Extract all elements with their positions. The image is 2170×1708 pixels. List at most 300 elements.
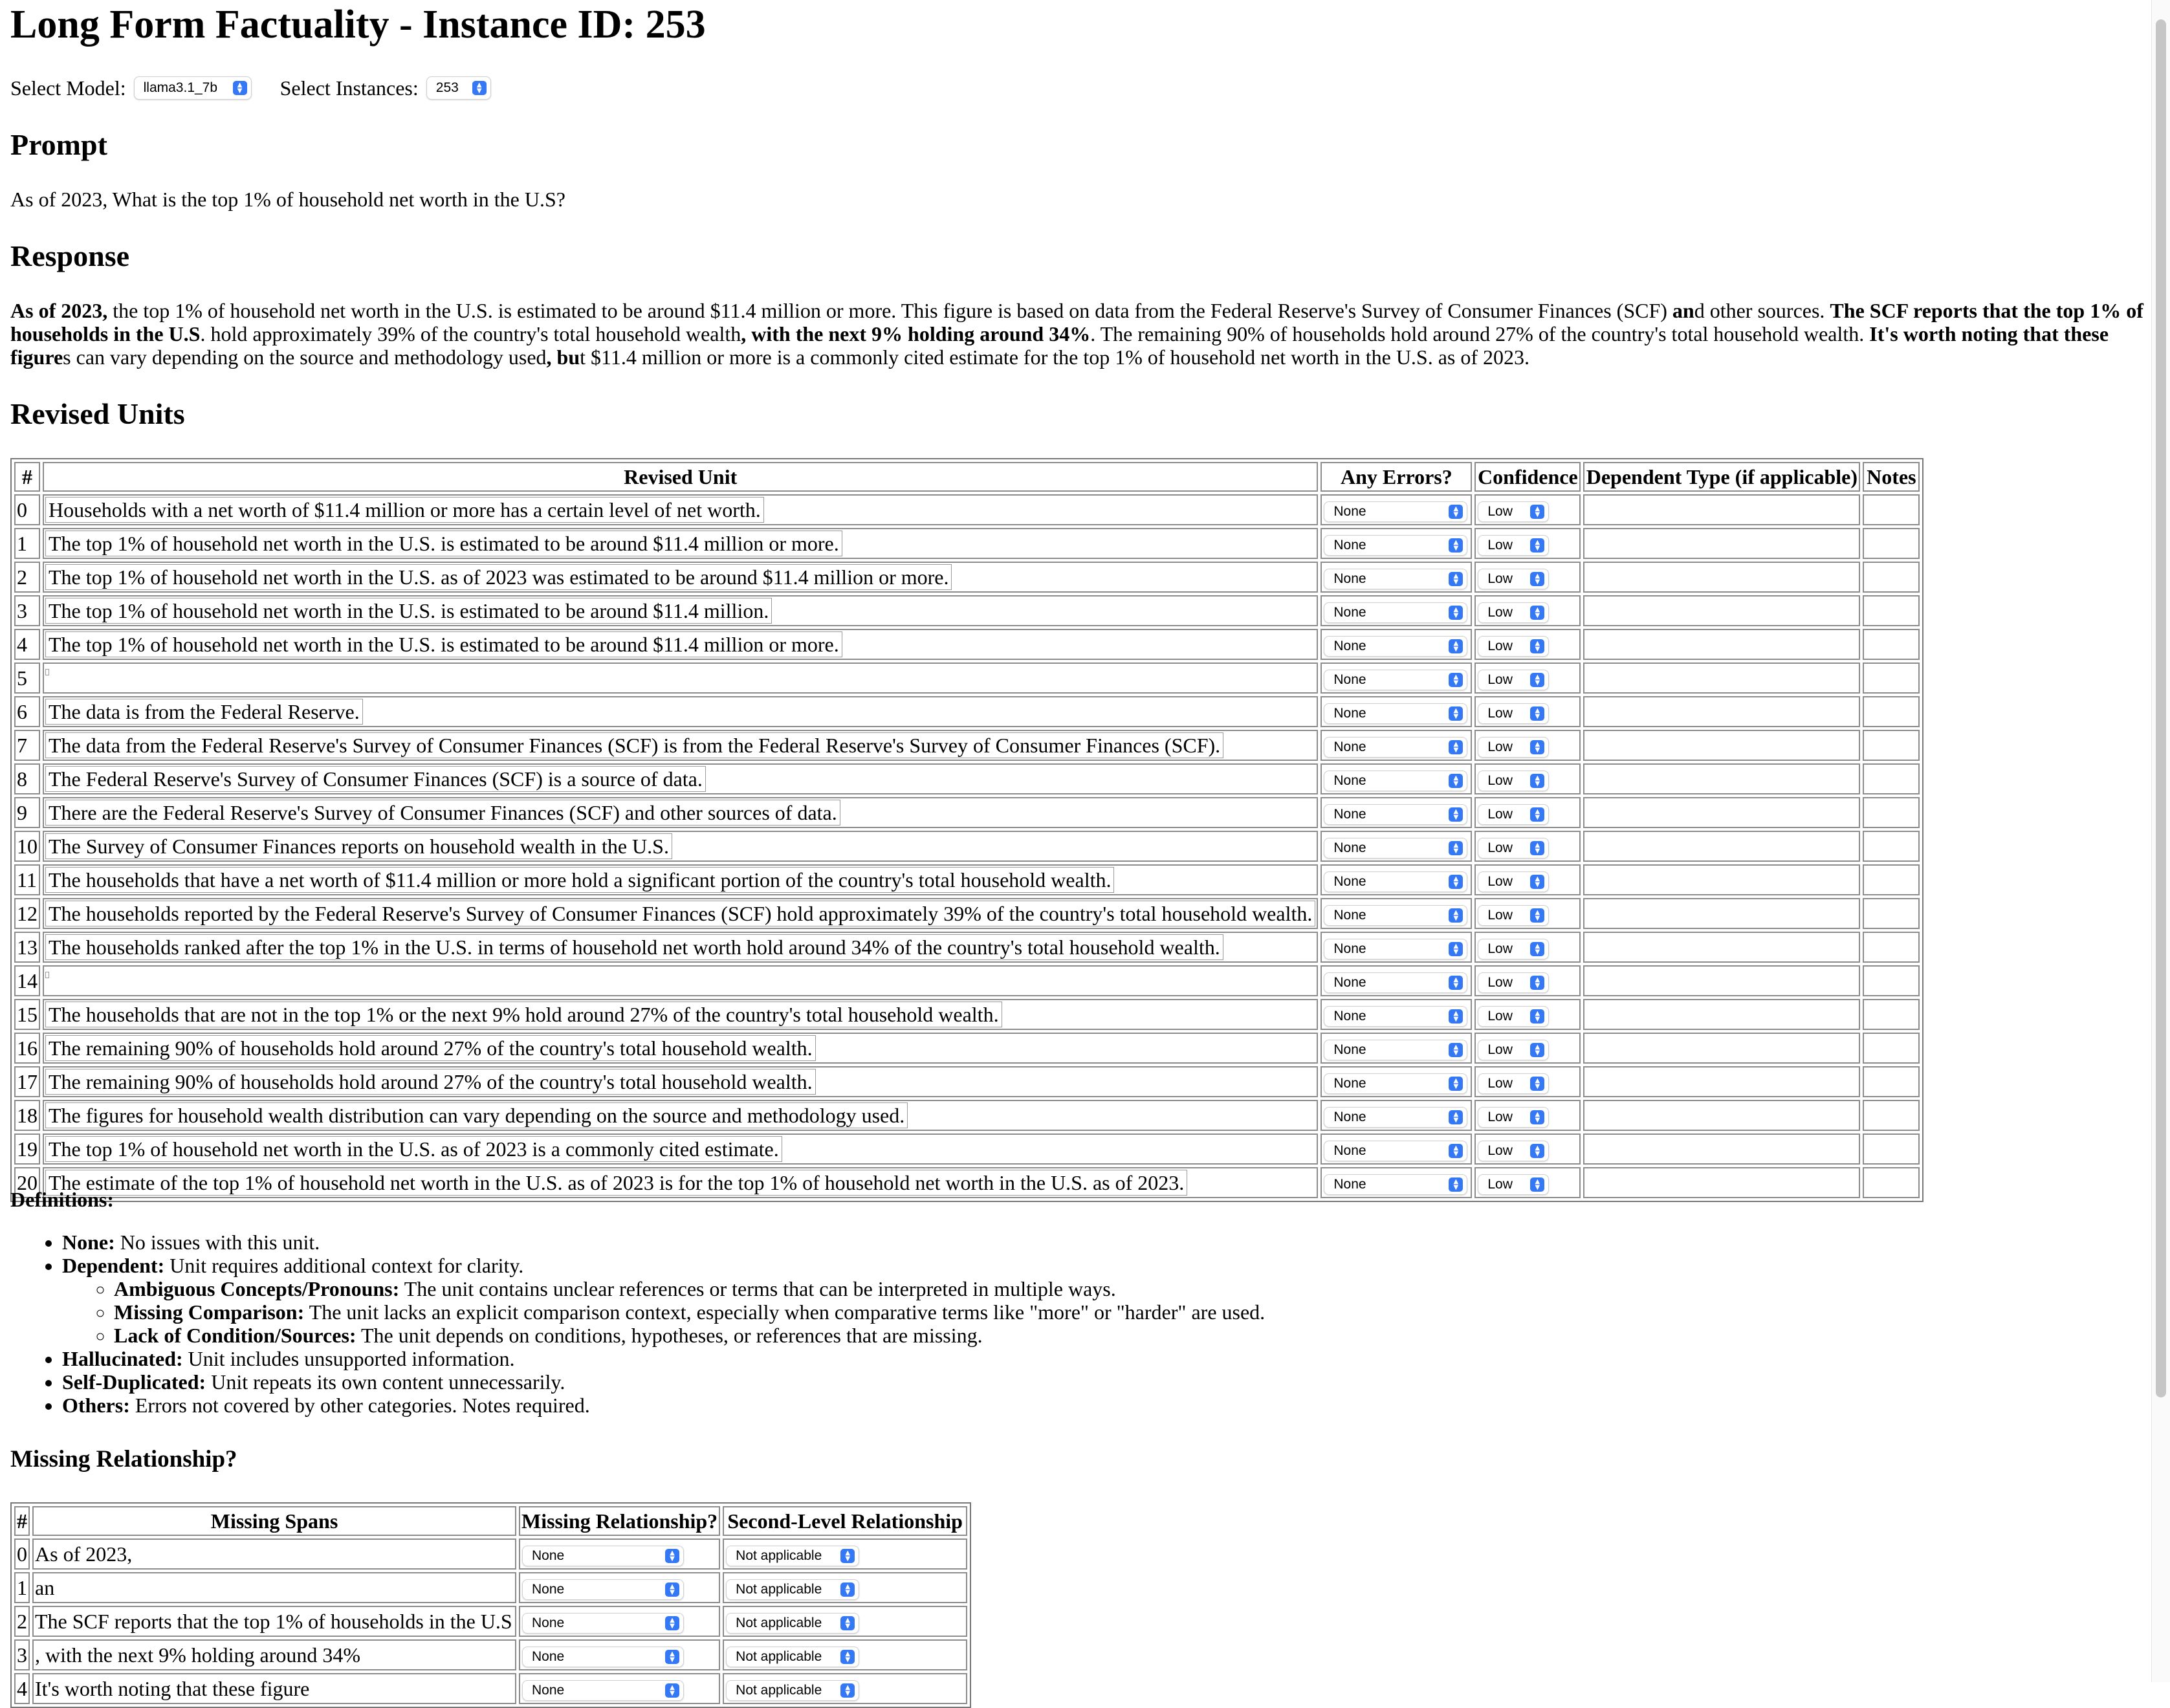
- any-errors-cell: [1321, 898, 1472, 929]
- chevron-updown-icon: ▲ ▼: [1449, 572, 1463, 586]
- any-errors-cell: [1321, 696, 1472, 727]
- notes-cell[interactable]: [1863, 1066, 1920, 1097]
- dependent-type-cell[interactable]: [1583, 898, 1860, 929]
- confidence-select-value: Low: [1487, 706, 1513, 721]
- errors-select[interactable]: [1324, 905, 1467, 926]
- revised-unit-cell: [43, 494, 1318, 525]
- revised-unit-text[interactable]: The estimate of the top 1% of household net worth in the U.S. as of 2023 is for the top 1% of household net worth in the U.S. as of 2023.: [45, 1170, 1187, 1196]
- definition-subitem: [114, 1300, 1265, 1324]
- any-errors-cell: [1321, 629, 1472, 660]
- confidence-select-value: Low: [1487, 538, 1513, 553]
- dependent-type-cell[interactable]: [1583, 595, 1860, 626]
- chevron-updown-icon: ▲ ▼: [1449, 505, 1463, 519]
- confidence-select[interactable]: [1478, 1141, 1549, 1161]
- errors-select[interactable]: [1324, 1073, 1467, 1094]
- revised-unit-text[interactable]: The remaining 90% of households hold around 27% of the country's total household wealth.: [45, 1069, 816, 1095]
- confidence-select[interactable]: [1478, 804, 1549, 825]
- response-segment: , bu: [546, 345, 580, 369]
- dependent-type-cell[interactable]: [1583, 562, 1860, 593]
- confidence-select[interactable]: [1478, 972, 1549, 993]
- notes-cell[interactable]: [1863, 595, 1920, 626]
- definition-term: Dependent:: [62, 1254, 165, 1277]
- definition-term: Others:: [62, 1394, 130, 1417]
- second-rel-cell: [723, 1673, 967, 1704]
- confidence-select[interactable]: [1478, 905, 1549, 926]
- row-number: 14: [14, 965, 40, 996]
- confidence-select[interactable]: [1478, 501, 1549, 522]
- missing-relationship-select[interactable]: [522, 1579, 684, 1600]
- col-header-num: #: [14, 462, 40, 492]
- second-rel-cell: [723, 1639, 967, 1670]
- table-row: [14, 932, 1920, 963]
- any-errors-cell: [1321, 864, 1472, 895]
- revised-unit-text[interactable]: The top 1% of household net worth in the U.S. is estimated to be around $11.4 million or more.: [45, 631, 842, 657]
- table-row: [14, 562, 1920, 593]
- dependent-type-cell[interactable]: [1583, 999, 1860, 1030]
- col-header-second-rel: Second-Level Relationship: [723, 1506, 967, 1536]
- chevron-updown-icon: ▲ ▼: [1449, 875, 1463, 889]
- scrollbar-thumb[interactable]: [2156, 19, 2166, 1397]
- confidence-select[interactable]: [1478, 1006, 1549, 1027]
- revised-unit-text[interactable]: The top 1% of household net worth in the U.S. as of 2023 was estimated to be around $11.4 million or more.: [45, 564, 952, 590]
- response-segment: . The remaining 90% of households hold around 27% of the country's total household wealth.: [1090, 322, 1870, 345]
- confidence-cell: [1474, 662, 1581, 694]
- dependent-type-cell[interactable]: [1583, 831, 1860, 862]
- definition-desc: Unit repeats its own content unnecessarily.: [206, 1370, 565, 1394]
- model-label: Select Model:: [10, 76, 126, 100]
- table-row: [14, 595, 1920, 626]
- errors-select-value: None: [1333, 1110, 1366, 1124]
- revised-unit-text[interactable]: The data from the Federal Reserve's Survey of Consumer Finances (SCF) is from the Federal Reserve's Survey of Consumer Finances (SCF).: [45, 732, 1223, 758]
- chevron-updown-icon: ▲ ▼: [665, 1549, 679, 1563]
- chevron-updown-icon: ▲ ▼: [840, 1549, 855, 1563]
- response-segment: As of 2023,: [10, 299, 108, 322]
- revised-unit-text[interactable]: The Federal Reserve's Survey of Consumer Finances (SCF) is a source of data.: [45, 766, 706, 792]
- revised-unit-cell: [43, 730, 1318, 761]
- chevron-updown-icon: ▲ ▼: [1530, 875, 1544, 889]
- revised-unit-cell: [43, 864, 1318, 895]
- row-number: 18: [14, 1100, 40, 1131]
- second-level-select[interactable]: [726, 1647, 859, 1667]
- definition-term: Missing Comparison:: [114, 1300, 305, 1324]
- col-header-num: #: [14, 1506, 30, 1536]
- notes-cell[interactable]: [1863, 965, 1920, 996]
- chevron-updown-icon: ▲ ▼: [1449, 740, 1463, 754]
- missing-heading: Missing Relationship?: [10, 1446, 237, 1473]
- notes-cell[interactable]: [1863, 898, 1920, 929]
- row-number: 1: [14, 1572, 30, 1603]
- chevron-updown-icon: ▲ ▼: [1530, 572, 1544, 586]
- dependent-type-cell[interactable]: [1583, 629, 1860, 660]
- row-number: 1: [14, 528, 40, 559]
- row-number: 20: [14, 1167, 40, 1198]
- dependent-type-cell[interactable]: [1583, 528, 1860, 559]
- missing-relationship-select-value: None: [532, 1582, 565, 1597]
- model-select[interactable]: [134, 76, 252, 100]
- chevron-updown-icon: ▲ ▼: [1449, 1009, 1463, 1024]
- row-number: 7: [14, 730, 40, 761]
- chevron-updown-icon: ▲ ▼: [1530, 673, 1544, 687]
- table-header-row: [14, 1506, 967, 1536]
- any-errors-cell: [1321, 1066, 1472, 1097]
- confidence-select-value: Low: [1487, 1076, 1513, 1091]
- missing-span-cell: , with the next 9% holding around 34%: [32, 1639, 516, 1670]
- revised-unit-cell: [43, 528, 1318, 559]
- any-errors-cell: [1321, 831, 1472, 862]
- col-header-errors: Any Errors?: [1321, 462, 1472, 492]
- definition-desc: Errors not covered by other categories. Notes required.: [129, 1394, 590, 1417]
- revised-unit-cell: [43, 1100, 1318, 1131]
- confidence-select[interactable]: [1478, 1107, 1549, 1128]
- revised-units-heading: Revised Units: [10, 397, 185, 430]
- response-heading: Response: [10, 239, 130, 272]
- confidence-cell: [1474, 528, 1581, 559]
- confidence-cell: [1474, 1033, 1581, 1064]
- chevron-updown-icon: ▲ ▼: [1449, 1110, 1463, 1124]
- revised-unit-cell: [43, 696, 1318, 727]
- errors-select[interactable]: [1324, 1174, 1467, 1195]
- notes-cell[interactable]: [1863, 864, 1920, 895]
- revised-unit-text[interactable]: The households that have a net worth of $11.4 million or more hold a significant portion of the country's total household wealth.: [45, 867, 1114, 893]
- notes-cell[interactable]: [1863, 831, 1920, 862]
- missing-relationship-select-value: None: [532, 1548, 565, 1563]
- row-number: 3: [14, 1639, 30, 1670]
- confidence-select-value: Low: [1487, 975, 1513, 990]
- confidence-select[interactable]: [1478, 1174, 1549, 1195]
- table-row: [14, 662, 1920, 694]
- table-row: [14, 696, 1920, 727]
- dependent-type-cell[interactable]: [1583, 1167, 1860, 1198]
- second-level-select[interactable]: [726, 1680, 859, 1701]
- instance-select-value: 253: [435, 80, 459, 95]
- revised-unit-text[interactable]: The top 1% of household net worth in the U.S. as of 2023 is a commonly cited estimate.: [45, 1136, 782, 1162]
- notes-cell[interactable]: [1863, 932, 1920, 963]
- notes-cell[interactable]: [1863, 1033, 1920, 1064]
- chevron-updown-icon: ▲ ▼: [1449, 706, 1463, 721]
- errors-select-value: None: [1333, 773, 1366, 788]
- definition-subitem: [114, 1324, 1265, 1347]
- response-segment: t $11.4 million or more is a commonly cited estimate for the top 1% of household net worth in the U.S. as of 2023.: [580, 345, 1530, 369]
- dependent-type-cell[interactable]: [1583, 1033, 1860, 1064]
- chevron-updown-icon: ▲ ▼: [233, 81, 247, 95]
- errors-select[interactable]: [1324, 1040, 1467, 1060]
- dependent-type-cell[interactable]: [1583, 662, 1860, 694]
- confidence-cell: [1474, 595, 1581, 626]
- revised-unit-cell: [43, 562, 1318, 593]
- missing-relationship-select-value: None: [532, 1615, 565, 1630]
- row-number: 2: [14, 562, 40, 593]
- missing-relationship-select[interactable]: [522, 1647, 684, 1667]
- confidence-select-value: Low: [1487, 739, 1513, 754]
- instance-select[interactable]: [426, 76, 491, 100]
- errors-select[interactable]: [1324, 1141, 1467, 1161]
- confidence-select[interactable]: [1478, 636, 1549, 657]
- revised-unit-text[interactable]: The remaining 90% of households hold around 27% of the country's total household wealth.: [45, 1035, 816, 1061]
- table-row: [14, 763, 1920, 794]
- col-header-unit: Revised Unit: [43, 462, 1318, 492]
- vertical-scrollbar[interactable]: [2151, 0, 2170, 1682]
- errors-select-value: None: [1333, 739, 1366, 754]
- confidence-cell: [1474, 831, 1581, 862]
- dependent-type-cell[interactable]: [1583, 965, 1860, 996]
- errors-select[interactable]: [1324, 771, 1467, 791]
- chevron-updown-icon: ▲ ▼: [1449, 606, 1463, 620]
- definitions-heading: Definitions:: [10, 1188, 114, 1211]
- revised-unit-text[interactable]: The households that are not in the top 1% or the next 9% hold around 27% of the country's total household wealth.: [45, 1002, 1002, 1027]
- errors-select-value: None: [1333, 908, 1366, 923]
- confidence-select[interactable]: [1478, 871, 1549, 892]
- confidence-cell: [1474, 629, 1581, 660]
- notes-cell[interactable]: [1863, 562, 1920, 593]
- response-segment: an: [1672, 299, 1694, 322]
- dependent-type-cell[interactable]: [1583, 864, 1860, 895]
- notes-cell[interactable]: [1863, 528, 1920, 559]
- chevron-updown-icon: ▲ ▼: [1530, 706, 1544, 721]
- table-row: [14, 1572, 967, 1603]
- errors-select[interactable]: [1324, 737, 1467, 758]
- chevron-updown-icon: ▲ ▼: [1449, 639, 1463, 653]
- errors-select[interactable]: [1324, 838, 1467, 859]
- dependent-type-cell[interactable]: [1583, 696, 1860, 727]
- row-number: 3: [14, 595, 40, 626]
- confidence-select[interactable]: [1478, 737, 1549, 758]
- errors-select[interactable]: [1324, 1107, 1467, 1128]
- row-number: 15: [14, 999, 40, 1030]
- confidence-select-value: Low: [1487, 571, 1513, 586]
- second-level-select-value: Not applicable: [736, 1649, 822, 1664]
- confidence-select-value: Low: [1487, 1009, 1513, 1024]
- errors-select-value: None: [1333, 706, 1366, 721]
- dependent-type-cell[interactable]: [1583, 763, 1860, 794]
- revised-unit-text[interactable]: [45, 972, 49, 978]
- confidence-select[interactable]: [1478, 939, 1549, 959]
- table-row: [14, 1538, 967, 1570]
- errors-select[interactable]: [1324, 1006, 1467, 1027]
- errors-select-value: None: [1333, 538, 1366, 553]
- errors-select-value: None: [1333, 1143, 1366, 1158]
- revised-unit-text[interactable]: [45, 669, 49, 675]
- revised-unit-text[interactable]: The top 1% of household net worth in the U.S. is estimated to be around $11.4 million.: [45, 598, 772, 624]
- chevron-updown-icon: ▲ ▼: [665, 1582, 679, 1597]
- notes-cell[interactable]: [1863, 696, 1920, 727]
- revised-unit-cell: [43, 831, 1318, 862]
- col-header-dependent-type: Dependent Type (if applicable): [1583, 462, 1860, 492]
- confidence-cell: [1474, 797, 1581, 828]
- dependent-type-cell[interactable]: [1583, 1100, 1860, 1131]
- revised-unit-text[interactable]: The data is from the Federal Reserve.: [45, 699, 363, 725]
- row-number: 10: [14, 831, 40, 862]
- confidence-cell: [1474, 730, 1581, 761]
- revised-unit-text[interactable]: Households with a net worth of $11.4 million or more has a certain level of net worth.: [45, 497, 764, 523]
- chevron-updown-icon: ▲ ▼: [840, 1650, 855, 1664]
- row-number: 13: [14, 932, 40, 963]
- chevron-updown-icon: ▲ ▼: [1530, 976, 1544, 990]
- any-errors-cell: [1321, 932, 1472, 963]
- chevron-updown-icon: ▲ ▼: [1449, 774, 1463, 788]
- definition-term: Ambiguous Concepts/Pronouns:: [114, 1277, 400, 1300]
- confidence-select[interactable]: [1478, 1040, 1549, 1060]
- revised-unit-cell: [43, 1066, 1318, 1097]
- notes-cell[interactable]: [1863, 1167, 1920, 1198]
- errors-select-value: None: [1333, 840, 1366, 855]
- notes-cell[interactable]: [1863, 629, 1920, 660]
- chevron-updown-icon: ▲ ▼: [1530, 908, 1544, 923]
- notes-cell[interactable]: [1863, 662, 1920, 694]
- table-row: [14, 629, 1920, 660]
- any-errors-cell: [1321, 763, 1472, 794]
- errors-select[interactable]: [1324, 804, 1467, 825]
- second-level-select-value: Not applicable: [736, 1582, 822, 1597]
- confidence-cell: [1474, 562, 1581, 593]
- confidence-select-value: Low: [1487, 1110, 1513, 1124]
- confidence-cell: [1474, 898, 1581, 929]
- definition-item: [62, 1254, 1265, 1347]
- errors-select[interactable]: [1324, 871, 1467, 892]
- errors-select-value: None: [1333, 1076, 1366, 1091]
- dependent-type-cell[interactable]: [1583, 1066, 1860, 1097]
- missing-rel-cell: [519, 1639, 720, 1670]
- any-errors-cell: [1321, 730, 1472, 761]
- errors-select[interactable]: [1324, 535, 1467, 556]
- definition-desc: No issues with this unit.: [115, 1231, 320, 1254]
- notes-cell[interactable]: [1863, 1133, 1920, 1165]
- row-number: 2: [14, 1606, 30, 1637]
- confidence-select[interactable]: [1478, 703, 1549, 724]
- chevron-updown-icon: ▲ ▼: [1530, 1177, 1544, 1192]
- definition-term: Lack of Condition/Sources:: [114, 1324, 356, 1347]
- errors-select[interactable]: [1324, 703, 1467, 724]
- model-select-value: llama3.1_7b: [143, 80, 218, 95]
- table-row: [14, 1100, 1920, 1131]
- revised-unit-text[interactable]: The households reported by the Federal Reserve's Survey of Consumer Finances (SCF) hold approximately 39% of the country's total household wealth.: [45, 901, 1315, 926]
- response-segment: It's worth noting that these figure: [10, 322, 2109, 369]
- response-segment: . hold approximately 39% of the country's total household wealth: [200, 322, 741, 345]
- errors-select[interactable]: [1324, 602, 1467, 623]
- confidence-select-value: Low: [1487, 605, 1513, 620]
- confidence-select[interactable]: [1478, 838, 1549, 859]
- definition-sublist: [62, 1277, 1265, 1347]
- row-number: 6: [14, 696, 40, 727]
- confidence-select[interactable]: [1478, 1073, 1549, 1094]
- second-level-select[interactable]: [726, 1546, 859, 1566]
- chevron-updown-icon: ▲ ▼: [1530, 740, 1544, 754]
- second-level-select[interactable]: [726, 1579, 859, 1600]
- missing-relationship-select[interactable]: [522, 1680, 684, 1701]
- definition-desc: Unit includes unsupported information.: [182, 1347, 515, 1370]
- missing-relationship-select[interactable]: [522, 1613, 684, 1634]
- definition-item: [62, 1394, 1265, 1417]
- second-rel-cell: [723, 1538, 967, 1570]
- errors-select[interactable]: [1324, 636, 1467, 657]
- dependent-type-cell[interactable]: [1583, 797, 1860, 828]
- notes-cell[interactable]: [1863, 1100, 1920, 1131]
- chevron-updown-icon: ▲ ▼: [665, 1683, 679, 1698]
- page-title: Long Form Factuality - Instance ID: 253: [10, 3, 706, 47]
- row-number: 5: [14, 662, 40, 694]
- missing-relationship-select[interactable]: [522, 1546, 684, 1566]
- row-number: 9: [14, 797, 40, 828]
- table-row: [14, 528, 1920, 559]
- missing-span-cell: an: [32, 1572, 516, 1603]
- confidence-select-value: Low: [1487, 807, 1513, 822]
- chevron-updown-icon: ▲ ▼: [665, 1616, 679, 1630]
- dependent-type-cell[interactable]: [1583, 932, 1860, 963]
- any-errors-cell: [1321, 1167, 1472, 1198]
- table-row: [14, 1066, 1920, 1097]
- row-number: 0: [14, 1538, 30, 1570]
- chevron-updown-icon: ▲ ▼: [1530, 538, 1544, 553]
- revised-unit-text[interactable]: There are the Federal Reserve's Survey of Consumer Finances (SCF) and other sources of data.: [45, 800, 840, 826]
- errors-select-value: None: [1333, 874, 1366, 889]
- notes-cell[interactable]: [1863, 763, 1920, 794]
- errors-select[interactable]: [1324, 569, 1467, 589]
- chevron-updown-icon: ▲ ▼: [1530, 807, 1544, 822]
- missing-relationship-select-value: None: [532, 1683, 565, 1698]
- notes-cell[interactable]: [1863, 999, 1920, 1030]
- notes-cell[interactable]: [1863, 730, 1920, 761]
- confidence-select[interactable]: [1478, 602, 1549, 623]
- dependent-type-cell[interactable]: [1583, 730, 1860, 761]
- revised-unit-text[interactable]: The households ranked after the top 1% in the U.S. in terms of household net worth hold around 34% of the country's total household wealth.: [45, 934, 1223, 960]
- table-row: [14, 797, 1920, 828]
- response-segment: d other sources.: [1694, 299, 1830, 322]
- confidence-cell: [1474, 1066, 1581, 1097]
- chevron-updown-icon: ▲ ▼: [1530, 1144, 1544, 1158]
- errors-select-value: None: [1333, 807, 1366, 822]
- revised-units-table: [10, 458, 1923, 1202]
- confidence-select-value: Low: [1487, 504, 1513, 519]
- notes-cell[interactable]: [1863, 797, 1920, 828]
- revised-unit-cell: [43, 932, 1318, 963]
- revised-unit-text[interactable]: The top 1% of household net worth in the U.S. is estimated to be around $11.4 million or more.: [45, 531, 842, 556]
- errors-select-value: None: [1333, 1009, 1366, 1024]
- errors-select[interactable]: [1324, 501, 1467, 522]
- confidence-cell: [1474, 1133, 1581, 1165]
- confidence-select[interactable]: [1478, 569, 1549, 589]
- confidence-cell: [1474, 932, 1581, 963]
- errors-select[interactable]: [1324, 972, 1467, 993]
- response-segment: the top 1% of household net worth in the U.S. is estimated to be around $11.4 million or more. This figure is based on data from the Federal Reserve's Survey of Consumer Finances (SCF): [107, 299, 1672, 322]
- dependent-type-cell[interactable]: [1583, 1133, 1860, 1165]
- table-row: [14, 831, 1920, 862]
- notes-cell[interactable]: [1863, 494, 1920, 525]
- chevron-updown-icon: ▲ ▼: [1449, 1043, 1463, 1057]
- revised-unit-text[interactable]: The figures for household wealth distribution can vary depending on the source and methodology used.: [45, 1102, 908, 1128]
- table-row: [14, 1639, 967, 1670]
- errors-select-value: None: [1333, 605, 1366, 620]
- table-row: [14, 999, 1920, 1030]
- col-header-missing-rel: Missing Relationship?: [519, 1506, 720, 1536]
- confidence-select[interactable]: [1478, 771, 1549, 791]
- definition-desc: The unit depends on conditions, hypotheses, or references that are missing.: [356, 1324, 983, 1347]
- missing-span-cell: As of 2023,: [32, 1538, 516, 1570]
- revised-unit-text[interactable]: The Survey of Consumer Finances reports on household wealth in the U.S.: [45, 833, 672, 859]
- table-row: [14, 1673, 967, 1704]
- chevron-updown-icon: ▲ ▼: [1530, 1110, 1544, 1124]
- row-number: 8: [14, 763, 40, 794]
- confidence-select[interactable]: [1478, 670, 1549, 690]
- dependent-type-cell[interactable]: [1583, 494, 1860, 525]
- revised-unit-cell: [43, 1133, 1318, 1165]
- errors-select-value: None: [1333, 975, 1366, 990]
- confidence-cell: [1474, 696, 1581, 727]
- revised-unit-cell: [43, 629, 1318, 660]
- chevron-updown-icon: ▲ ▼: [1449, 841, 1463, 855]
- confidence-select[interactable]: [1478, 535, 1549, 556]
- errors-select[interactable]: [1324, 939, 1467, 959]
- second-level-select[interactable]: [726, 1613, 859, 1634]
- errors-select[interactable]: [1324, 670, 1467, 690]
